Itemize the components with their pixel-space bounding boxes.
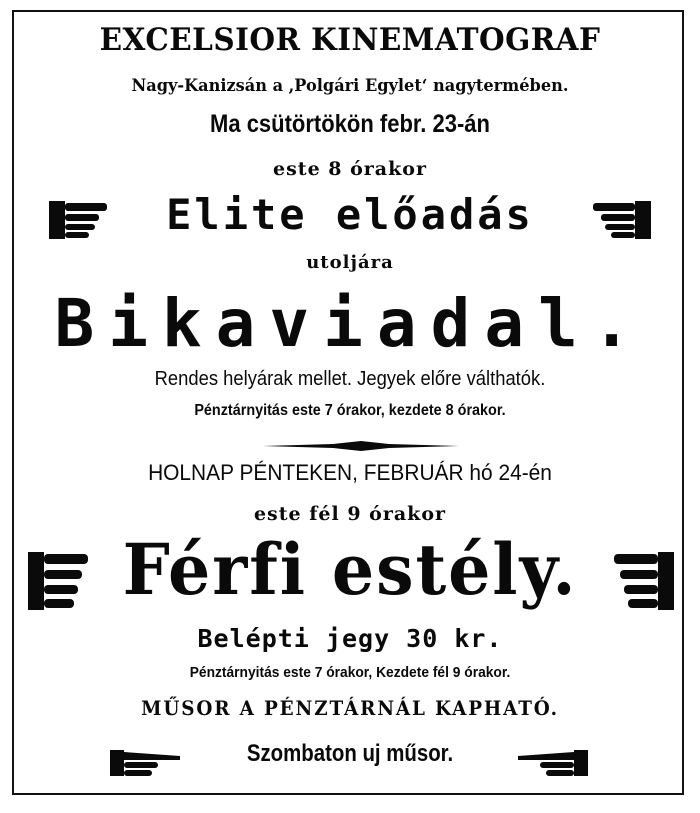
venue-line: Nagy-Kanizsán a ,Polgári Egylet‘ nagytermében. [131,76,569,96]
time-line: este 8 órakor [273,158,427,180]
next-program: Szombaton uj műsor. [246,740,454,767]
program-note: MŰSOR A PÉNZTÁRNÁL KAPHATÓ. [141,696,559,720]
pointing-hand-icon [589,197,653,243]
show2-time-line: este fél 9 órakor [253,503,447,525]
show1-box-office: Pénztárnyitás este 7 órakor, kezdete 8 órakor. [194,402,506,419]
prices-line: Rendes helyárak mellet. Jegyek előre válthatók. [154,368,546,390]
show1-headline: Elite előadás [166,190,534,239]
film-title: Bikaviadal. [54,285,646,362]
last-time-label: utoljára [306,252,394,273]
show2-box-office: Pénztárnyitás este 7 órakor, Kezdete fél 9 órakor. [189,664,511,681]
pointing-hand-icon [516,744,590,778]
cinema-title: EXCELSIOR KINEMATOGRAF [99,22,601,58]
show2-date-line: HOLNAP PÉNTEKEN, FEBRUÁR hó 24-én [148,460,552,485]
ticket-price: Belépti jegy 30 kr. [197,624,503,653]
ornament-divider [263,438,459,456]
date-line: Ma csütörtökön febr. 23-án [210,110,490,138]
show2-headline: Férfi estély. [122,528,578,611]
pointing-hand-icon [610,544,676,618]
